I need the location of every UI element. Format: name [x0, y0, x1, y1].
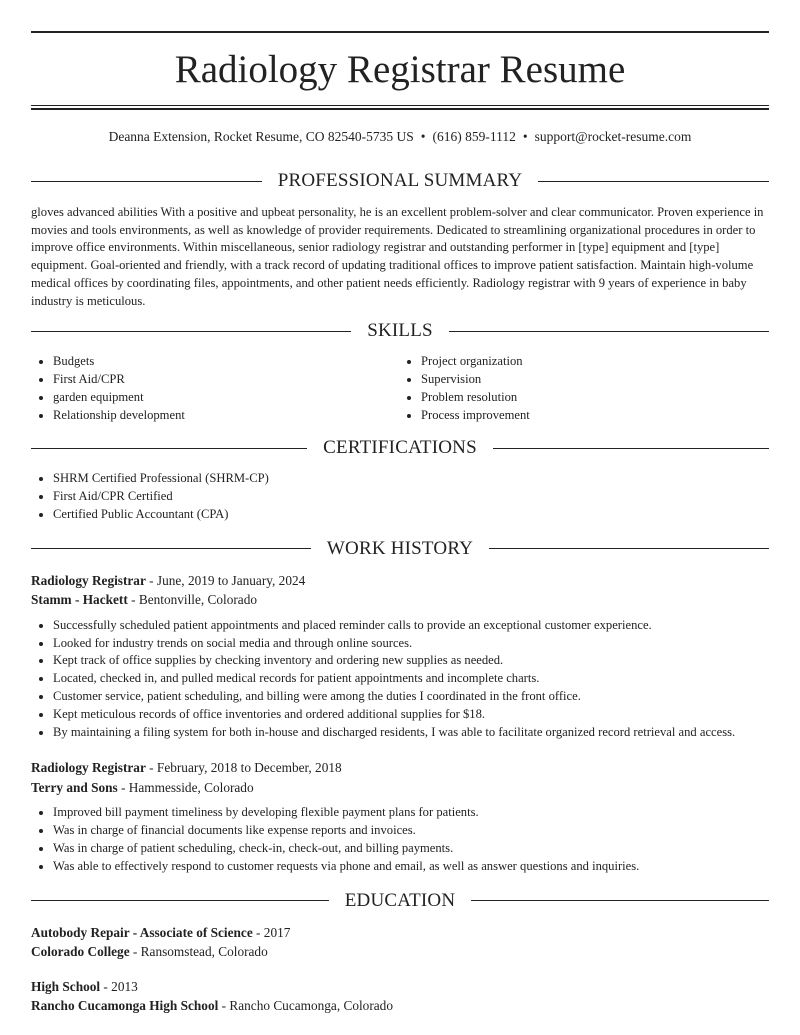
section-header-education: [31, 888, 769, 914]
job-bullet: • Successfully scheduled patient appointments and placed reminder calls to provide an exceptional customer experience.: [53, 617, 769, 635]
job-bullets: [31, 804, 769, 875]
job-bullet: • Was in charge of patient scheduling, check-in, check-out, and billing payments.: [53, 840, 769, 858]
skill-item: • garden equipment: [53, 389, 400, 407]
skill-item: • Supervision: [421, 371, 769, 389]
job-title-line: [31, 571, 769, 591]
job-bullet: • Was able to effectively respond to customer requests via phone and email, as well as answer questions and inquiries.: [53, 858, 769, 876]
job-bullet: • Customer service, patient scheduling, and billing were among the duties I coordinated in the front office.: [53, 688, 769, 706]
job-bullets: [31, 617, 769, 742]
skills-column-left: [31, 353, 400, 424]
section-header-summary: [31, 168, 769, 194]
section-title-certifications: CERTIFICATIONS: [323, 437, 477, 459]
job-bullet: • Improved bill payment timeliness by developing flexible payment plans for patients.: [53, 804, 769, 822]
certification-item: • SHRM Certified Professional (SHRM-CP): [53, 470, 769, 488]
education-location: - Rancho Cucamonga, Colorado: [218, 997, 393, 1013]
skills-list: [31, 353, 769, 424]
section-rule: [471, 900, 769, 901]
certification-item: • First Aid/CPR Certified: [53, 488, 769, 506]
section-title-skills: SKILLS: [367, 320, 433, 342]
section-header-work: [31, 536, 769, 562]
section-rule: [31, 181, 262, 182]
job-company-line: [31, 778, 769, 798]
section-header-skills: [31, 318, 769, 344]
education-degree-line: [31, 977, 769, 996]
page-title: Radiology Registrar Resume: [174, 48, 626, 91]
job-title-line: [31, 758, 769, 778]
section-title-work: WORK HISTORY: [326, 537, 474, 559]
job-location: - Hammesside, Colorado: [117, 779, 254, 795]
education-degree: Autobody Repair - Associate of Science: [31, 924, 253, 940]
job-company: Terry and Sons: [31, 779, 118, 795]
job-title: Radiology Registrar: [31, 572, 146, 588]
education-school-line: [31, 942, 769, 961]
contact-email: support@rocket-resume.com: [534, 129, 692, 144]
summary-text: gloves advanced abilities With a positive and upbeat personality, he is an excellent problem-solver and clear communicator. Proven experience in movies and tools environments, as well as knowledge of provider requirements. Dedicated to streamlining organizational procedures in order to improve office environments. Within miscellaneous, senior radiology registrar and outstanding performer in [type] equipment and [type] equipment. Goal-oriented and friendly, with a track record of updating traditional offices to improve patient satisfaction. Maintain high-volume medical offices by coordinating files, appointments, and other patient needs efficiently. Radiology registrar with 9 years of experience in baby industry is meticulous.: [31, 205, 764, 308]
education-year: - 2013: [100, 978, 138, 994]
job-dates: - February, 2018 to December, 2018: [145, 760, 342, 776]
section-title-education: EDUCATION: [344, 889, 456, 911]
contact-phone: (616) 859-1112: [432, 129, 516, 144]
job-bullet: • Located, checked in, and pulled medical records for patient appointments and incomplete charts.: [53, 670, 769, 688]
section-rule: [31, 548, 311, 549]
skill-item: • Problem resolution: [421, 389, 769, 407]
education-entry: [31, 977, 769, 1015]
title-double-rule: [31, 105, 769, 110]
education-school: Rancho Cucamonga High School: [31, 997, 219, 1013]
skill-item: • Process improvement: [421, 407, 769, 425]
job-bullet: • Kept meticulous records of office inventories and ordered additional supplies for $18.: [53, 706, 769, 724]
education-degree-line: [31, 923, 769, 942]
top-rule: [31, 31, 769, 33]
education-location: - Ransomstead, Colorado: [129, 943, 268, 959]
skills-column-right: [400, 353, 769, 424]
education-school-line: [31, 996, 769, 1015]
section-rule: [449, 331, 769, 332]
job-entry: [31, 758, 769, 875]
certification-item: • Certified Public Accountant (CPA): [53, 506, 769, 524]
contact-separator: •: [522, 129, 528, 144]
job-company-line: [31, 590, 769, 610]
section-rule: [31, 448, 307, 449]
job-entry: [31, 571, 769, 742]
job-bullet: • Looked for industry trends on social media and through online sources.: [53, 635, 769, 653]
contact-address: Deanna Extension, Rocket Resume, CO 82540-5735 US: [108, 129, 414, 144]
job-bullet: • By maintaining a filing system for both in-house and discharged residents, I was able to facilitate organized record retrieval and access.: [53, 724, 769, 742]
section-rule: [31, 331, 351, 332]
job-company: Stamm - Hackett: [31, 592, 128, 608]
education-school: Colorado College: [31, 943, 130, 959]
section-rule: [489, 548, 769, 549]
section-header-certifications: [31, 435, 769, 461]
skill-item: • Project organization: [421, 353, 769, 371]
skill-item: • Relationship development: [53, 407, 400, 425]
job-location: - Bentonville, Colorado: [127, 592, 258, 608]
education-year: - 2017: [252, 924, 291, 940]
job-bullet: • Was in charge of financial documents like expense reports and invoices.: [53, 822, 769, 840]
education-entry: [31, 923, 769, 961]
education-degree: High School: [31, 978, 101, 994]
section-rule: [538, 181, 769, 182]
section-rule: [31, 900, 329, 901]
skill-item: • Budgets: [53, 353, 400, 371]
contact-separator: •: [420, 129, 426, 144]
job-title: Radiology Registrar: [31, 760, 146, 776]
skill-item: • First Aid/CPR: [53, 371, 400, 389]
job-dates: - June, 2019 to January, 2024: [145, 572, 306, 588]
section-title-summary: PROFESSIONAL SUMMARY: [277, 170, 523, 191]
job-bullet: • Kept track of office supplies by checking inventory and ordering new supplies as needed.: [53, 652, 769, 670]
contact-line: [31, 127, 769, 147]
section-rule: [493, 448, 769, 449]
certifications-list: [31, 470, 769, 523]
resume-page: [31, 0, 769, 1015]
